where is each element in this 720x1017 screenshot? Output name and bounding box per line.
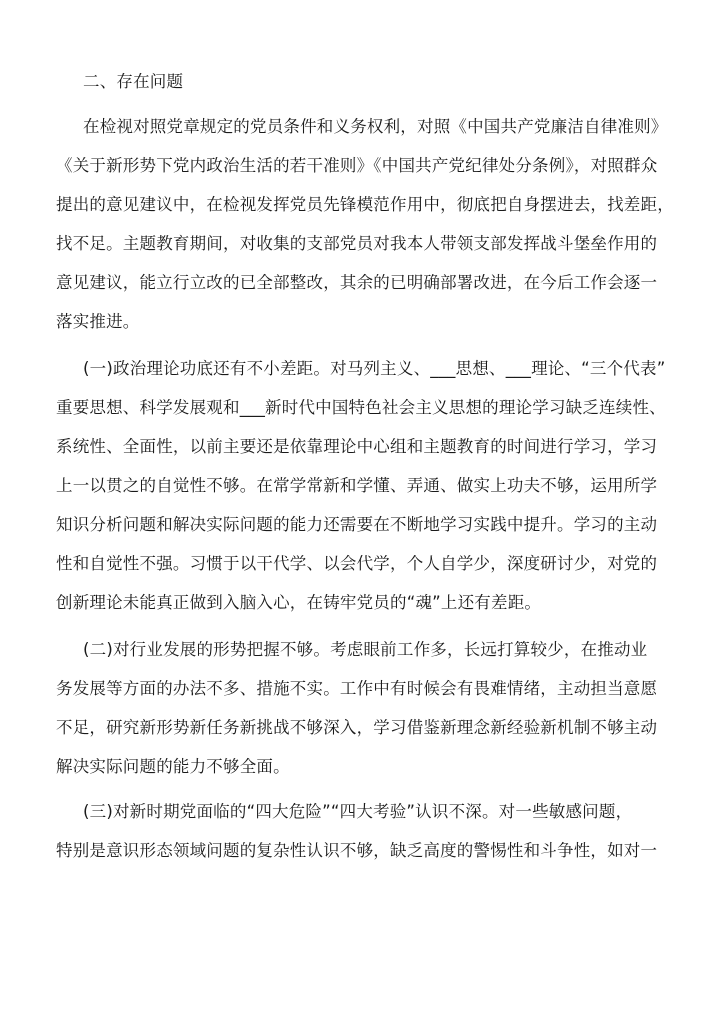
paragraph-line: (一)政治理论功底还有不小差距。对马列主义、___思想、___理论、“三个代表” [83,359,666,378]
paragraph-line: (三)对新时期党面临的“四大危险”“四大考验”认识不深。对一些敏感问题， [83,802,633,821]
paragraph-line: 特别是意识形态领域问题的复杂性认识不够，缺乏高度的警惕性和斗争性，如对一 [56,841,658,860]
paragraph-line: 重要思想、科学发展观和___新时代中国特色社会主义思想的理论学习缺乏连续性、 [56,398,666,417]
paragraph-line: 解决实际问题的能力不够全面。 [56,757,290,776]
paragraph-line: 务发展等方面的办法不多、措施不实。工作中有时候会有畏难情绪，主动担当意愿 [56,679,658,698]
paragraph-line: 上一以贯之的自觉性不够。在常学常新和学懂、弄通、做实上功夫不够，运用所学 [56,476,658,495]
paragraph-line: 《关于新形势下党内政治生活的若干准则》《中国共产党纪律处分条例》，对照群众 [56,156,658,175]
paragraph-line: 创新理论未能真正做到入脑入心，在铸牢党员的“魂”上还有差距。 [56,593,542,612]
paragraph-line: 提出的意见建议中，在检视发挥党员先锋模范作用中，彻底把自身摆进去，找差距， [56,195,674,214]
paragraph-line: 性和自觉性不强。习惯于以干代学、以会代学，个人自学少，深度研讨少，对党的 [56,554,658,573]
paragraph-line: 落实推进。 [56,312,140,331]
section-heading: 二、存在问题 [83,72,184,91]
paragraph-line: 系统性、全面性，以前主要还是依靠理论中心组和主题教育的时间进行学习，学习 [56,437,658,456]
paragraph-line: 找不足。主题教育期间，对收集的支部党员对我本人带领支部发挥战斗堡垒作用的 [56,234,658,253]
paragraph-line: 意见建议，能立行立改的已全部整改，其余的已明确部署改进，在今后工作会逐一 [56,273,658,292]
paragraph-line: 知识分析问题和解决实际问题的能力还需要在不断地学习实践中提升。学习的主动 [56,515,658,534]
paragraph-line: 不足，研究新形势新任务新挑战不够深入，学习借鉴新理念新经验新机制不够主动 [56,718,658,737]
paragraph-line: (二)对行业发展的形势把握不够。考虑眼前工作多，长远打算较少，在推动业 [83,640,648,659]
paragraph-line: 在检视对照党章规定的党员条件和义务权利，对照《中国共产党廉洁自律准则》 [83,117,668,136]
